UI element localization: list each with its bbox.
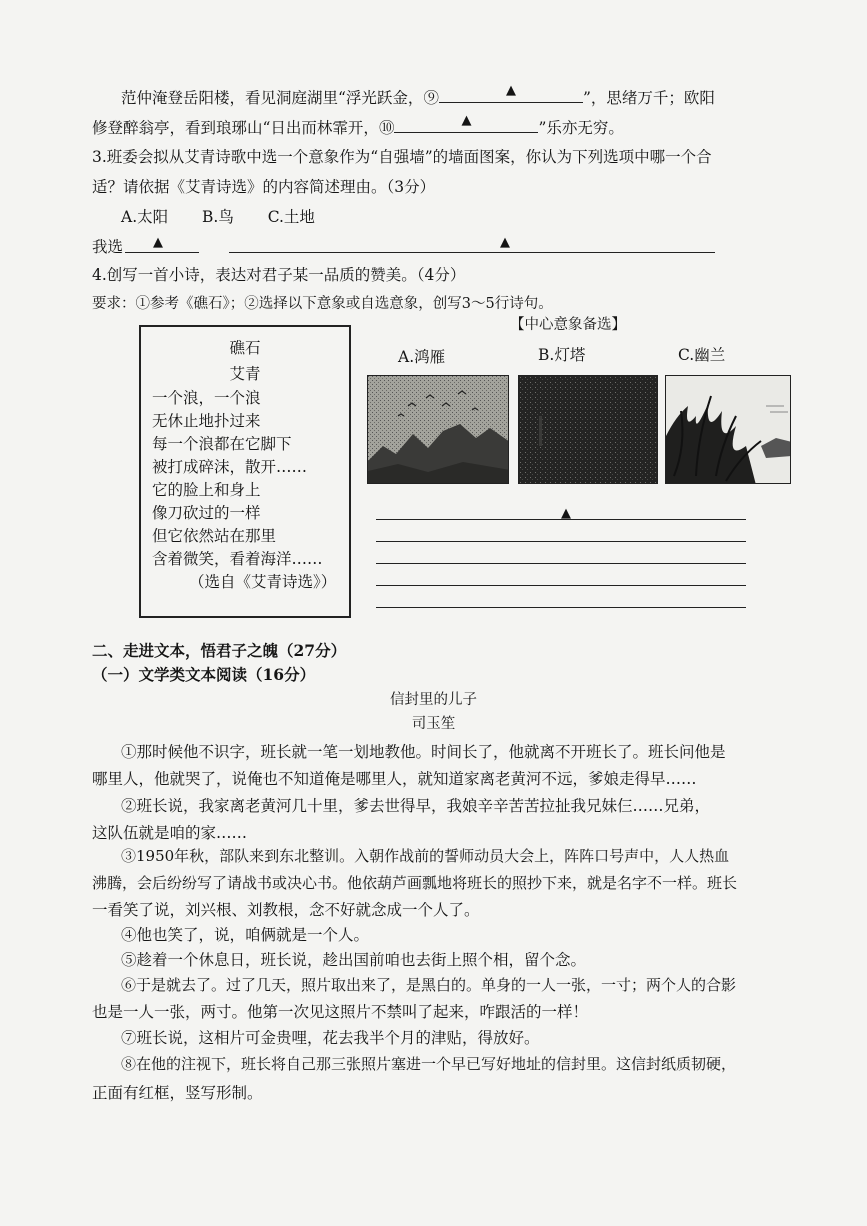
q4-requirement: 要求：①参考《礁石》；②选择以下意象或自选意象，创写3～5行诗句。 [92, 296, 553, 312]
q3-option-b[interactable]: B.鸟 [202, 208, 234, 226]
poem-box [139, 325, 351, 618]
candidate-c-label: C.幽兰 [678, 346, 726, 364]
q3-line-2: 适？请依据《艾青诗选》的内容简述理由。（3分） [92, 178, 436, 196]
poem-answer-line[interactable] [376, 563, 746, 564]
paragraph-line: 沸腾，会后纷纷写了请战书或决心书。他依葫芦画瓢地将班长的照抄下来，就是名字不一样。班长 [92, 874, 738, 892]
poem-line: 无休止地扑过来 [152, 412, 261, 430]
q4-line-1: 4.创写一首小诗，表达对君子某一品质的赞美。（4分） [92, 266, 466, 284]
orchid-image [665, 375, 791, 484]
poem-line: 但它依然站在那里 [152, 527, 277, 545]
marker-9: ⑨ [423, 89, 439, 107]
paragraph-line: ⑤趁着一个休息日，班长说，趁出国前咱也去街上照个相，留个念。 [121, 951, 587, 969]
section2-heading: 二、走进文本，悟君子之魄（27分） [92, 641, 347, 660]
poem-line: 含着微笑，看着海洋…… [152, 550, 323, 568]
q3-line-1: 3.班委会拟从艾青诗歌中选一个意象作为“自强墙”的墙面图案，你认为下列选项中哪一个合 [92, 148, 712, 166]
blank-marker: ▲ [505, 83, 516, 98]
paragraph-line: 哪里人，他就哭了，说俺也不知道俺是哪里人，就知道家离老黄河不远，爹娘走得早…… [92, 770, 697, 788]
q3-choice-label: 我选 [92, 238, 124, 256]
fill-line-1-text-a: 范仲淹登岳阳楼，看见洞庭湖里“浮光跃金， [121, 89, 424, 107]
poem-line: 每一个浪都在它脚下 [152, 435, 292, 453]
paragraph-line: ②班长说，我家离老黄河几十里，爹去世得早，我娘辛辛苦苦拉扯我兄妹仨……兄弟， [121, 797, 711, 815]
poem-source: （选自《艾青诗选》） [189, 573, 337, 591]
section2-subheading: （一）文学类文本阅读（16分） [92, 665, 316, 684]
paragraph-line: ⑥于是就去了。过了几天，照片取出来了，是黑白的。单身的一人一张，一寸；两个人的合影 [121, 976, 737, 994]
q3-choice-marker: ▲ [153, 235, 163, 250]
blank-10[interactable] [394, 113, 538, 133]
article-author: 司玉笙 [411, 716, 456, 732]
fill-line-1 [121, 83, 715, 109]
paragraph-line: ③1950年秋，部队来到东北整训。入朝作战前的誓师动员大会上，阵阵口号声中，人人热血 [121, 847, 730, 865]
poem-answer-line[interactable] [376, 585, 746, 586]
q3-options [121, 206, 315, 228]
candidate-b-label: B.灯塔 [538, 346, 586, 364]
article-title: 信封里的儿子 [390, 692, 477, 708]
paragraph-line: ④他也笑了，说，咱俩就是一个人。 [121, 926, 370, 944]
poem-answer-line[interactable] [376, 541, 746, 542]
poem-line: 一个浪，一个浪 [152, 389, 261, 407]
poem-answer-line[interactable] [376, 607, 746, 608]
poem-answer-line[interactable] [376, 519, 746, 520]
paragraph-line: ⑦班长说，这相片可金贵哩，花去我半个月的津贴，得放好。 [121, 1029, 540, 1047]
marker-10: ⑩ [378, 119, 395, 137]
poem-author: 艾青 [229, 365, 261, 383]
paragraph-line: 这队伍就是咱的家…… [92, 824, 248, 842]
poem-line: 它的脸上和身上 [152, 481, 261, 499]
poem-title: 礁石 [229, 339, 261, 357]
wild-goose-image [367, 375, 509, 484]
lighthouse-image [518, 375, 658, 484]
fill-line-2-text-a: 修登醉翁亭，看到琅琊山“日出而林霏开， [92, 119, 379, 137]
candidate-a-label: A.鸿雁 [398, 348, 446, 366]
candidates-title: 【中心意象备选】 [510, 317, 626, 333]
paragraph-line: ①那时候他不识字，班长就一笔一划地教他。时间长了，他就离不开班长了。班长问他是 [121, 743, 726, 761]
fill-line-2-text-b: ”乐亦无穷。 [538, 119, 624, 137]
poem-line: 像刀砍过的一样 [152, 504, 261, 522]
fill-line-1-text-b: ”，思绪万千；欧阳 [582, 89, 715, 107]
blank-marker: ▲ [461, 113, 472, 128]
q3-reason-marker: ▲ [500, 235, 510, 250]
poem-line: 被打成碎沫，散开…… [152, 458, 308, 476]
paragraph-line: 也是一人一张，两寸。他第一次见这照片不禁叫了起来，咋跟活的一样！ [92, 1003, 589, 1021]
q3-option-a[interactable]: A.太阳 [121, 208, 169, 226]
paragraph-line: 一看笑了说，刘兴根、刘教根，念不好就念成一个人了。 [92, 901, 480, 919]
q3-reason-blank[interactable] [229, 252, 715, 253]
q3-option-c[interactable]: C.土地 [267, 208, 315, 226]
fill-line-2 [92, 113, 624, 139]
paragraph-line: 正面有红框，竖写形制。 [92, 1084, 263, 1102]
paragraph-line: ⑧在他的注视下，班长将自己那三张照片塞进一个早已写好地址的信封里。这信封纸质韧硬， [121, 1055, 737, 1073]
blank-9[interactable] [439, 83, 583, 103]
poem-answer-marker: ▲ [561, 506, 571, 521]
